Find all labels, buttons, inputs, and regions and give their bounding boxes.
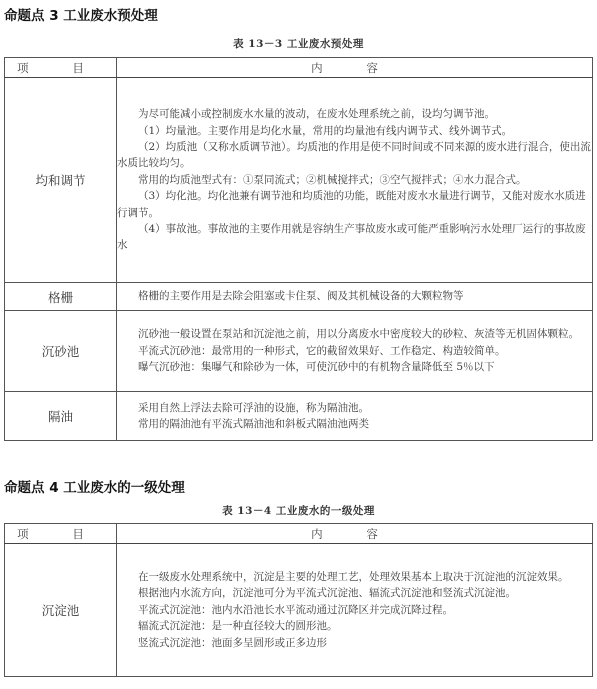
table-caption: 表 13－3 工业废水预处理 (233, 38, 364, 50)
pretreatment-table (4, 57, 593, 441)
row-item: 沉砂池 (5, 311, 117, 392)
row-item: 沉淀池 (5, 544, 117, 677)
row-content (117, 283, 593, 311)
content-paragraph: 平流式沉砂池：最常用的一种形式，它的截留效果好、工作稳定、构造较简单。 (138, 344, 506, 357)
section-heading: 命题点 3 工业废水预处理 (4, 8, 158, 24)
content-paragraph: （2）均质池（又称水质调节池）。均质池的作用是使不同时间或不同来源的废水进行混合，使出流水质比较均匀。 (117, 140, 591, 170)
content-paragraph: 曝气沉砂池：集曝气和除砂为一体，可使沉砂中的有机物含量降低至 5％以下 (138, 361, 495, 374)
content-paragraph: 沉砂池一般设置在泵站和沉淀池之前，用以分离废水中密度较大的砂粒、灰渣等无机固体颗粒。 (138, 328, 579, 341)
row-content (117, 392, 593, 441)
row-item: 隔油 (5, 392, 117, 441)
table-header-row (5, 524, 593, 544)
content-paragraph: 为尽可能减小或控制废水水量的波动，在废水处理系统之前，设均匀调节池。 (138, 108, 495, 121)
content-paragraph: （3）均化池。均化池兼有调节池和均质池的功能，既能对废水水量进行调节，又能对废水水质进行调节。 (117, 190, 586, 219)
content-paragraph: 常用的均质池型式有：①泵同流式；②机械搅拌式；③空气搅拌式；④水力混合式。 (138, 173, 527, 186)
row-content (117, 544, 593, 677)
row-content (117, 311, 593, 392)
content-paragraph: 辐流式沉淀池：是一种直径较大的圆形池。 (138, 620, 338, 633)
content-paragraph: 格栅的主要作用是去除会阻塞或卡住泵、阀及其机械设备的大颗粒物等 (138, 290, 464, 303)
row-item: 均和调节 (5, 78, 117, 283)
primary-treatment-table (4, 523, 593, 677)
column-header-content: 内 容 (117, 58, 593, 78)
content-paragraph: 常用的隔油池有平流式隔油池和斜板式隔油池两类 (138, 418, 369, 430)
column-header-content: 内 容 (117, 524, 593, 544)
table-header-row (5, 58, 593, 78)
content-paragraph: 竖流式沉淀池：池面多呈圆形或正多边形 (138, 636, 327, 649)
table-row (5, 311, 593, 392)
row-content (117, 78, 593, 283)
table-row (5, 283, 593, 311)
column-header-item: 项 目 (5, 524, 117, 544)
table-row (5, 544, 593, 677)
column-header-item: 项 目 (5, 58, 117, 78)
content-paragraph: 在一级废水处理系统中，沉淀是主要的处理工艺，处理效果基本上取决于沉淀池的沉淀效果。 (138, 570, 569, 583)
content-paragraph: 根据池内水流方向，沉淀池可分为平流式沉淀池、辐流式沉淀池和竖流式沉淀池。 (138, 587, 516, 600)
table-row (5, 78, 593, 283)
content-paragraph: 采用自然上浮法去除可浮油的设施，称为隔油池。 (138, 401, 369, 414)
content-paragraph: 平流式沉淀池：池内水沿池长水平流动通过沉降区并完成沉降过程。 (138, 603, 453, 616)
section-heading: 命题点 4 工业废水的一级处理 (4, 480, 185, 496)
content-paragraph: （4）事故池。事故池的主要作用就是容纳生产事故废水或可能严重影响污水处理厂运行的事故废水 (117, 223, 586, 252)
table-row (5, 392, 593, 441)
row-item: 格栅 (5, 283, 117, 311)
table-caption: 表 13－4 工业废水的一级处理 (222, 505, 375, 517)
content-paragraph: （1）均量池。主要作用是均化水量，常用的均量池有线内调节式、线外调节式。 (138, 124, 513, 137)
